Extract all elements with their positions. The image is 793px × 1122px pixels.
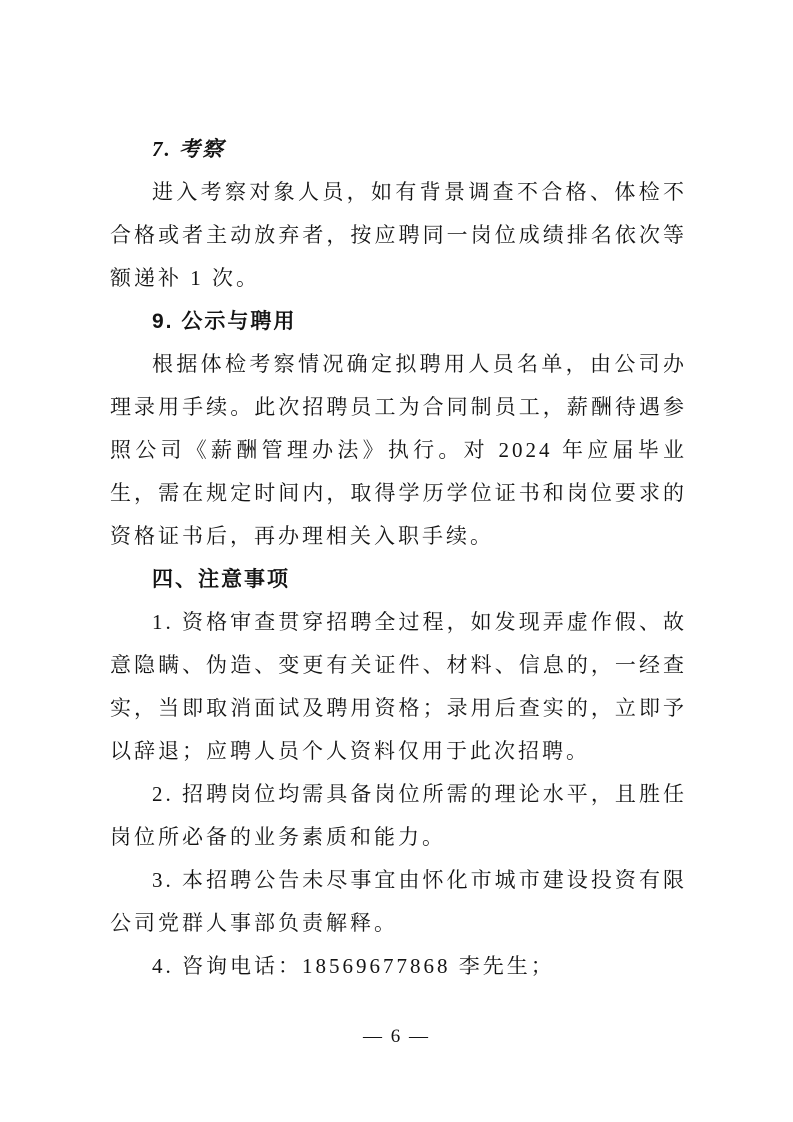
note-1-qualification-review: 1. 资格审查贯穿招聘全过程，如发现弄虚作假、故意隐瞒、伪造、变更有关证件、材料、信息的，一经查实，当即取消面试及聘用资格；录用后查实的，立即予以辞退；应聘人员个人资料仅用于此次招聘。 (110, 610, 687, 763)
note-2-position-requirements: 2. 招聘岗位均需具备岗位所需的理论水平，且胜任岗位所必备的业务素质和能力。 (110, 782, 687, 849)
paragraph-employment-procedure: 根据体检考察情况确定拟聘用人员名单，由公司办理录用手续。此次招聘员工为合同制员工，薪酬待遇参照公司《薪酬管理办法》执行。对 2024 年应届毕业生，需在规定时间内，取得学历学位证书和岗位要求的资格证书后，再办理相关入职手续。 (110, 352, 687, 548)
document-body (110, 128, 687, 988)
page-number: — 6 — (363, 1026, 430, 1047)
paragraph-inspection-replacement: 进入考察对象人员，如有背景调查不合格、体检不合格或者主动放弃者，按应聘同一岗位成绩排名依次等额递补 1 次。 (110, 180, 687, 290)
note-3-interpretation-rights: 3. 本招聘公告未尽事宜由怀化市城市建设投资有限公司党群人事部负责解释。 (110, 868, 687, 935)
note-4-contact-phone: 4. 咨询电话：18569677868 李先生； (152, 954, 555, 978)
section-heading-7-inspection: 7. 考察 (152, 137, 225, 161)
section-heading-4-notes: 四、注意事项 (152, 568, 290, 591)
section-heading-9-publicity-employment: 9. 公示与聘用 (152, 310, 297, 333)
